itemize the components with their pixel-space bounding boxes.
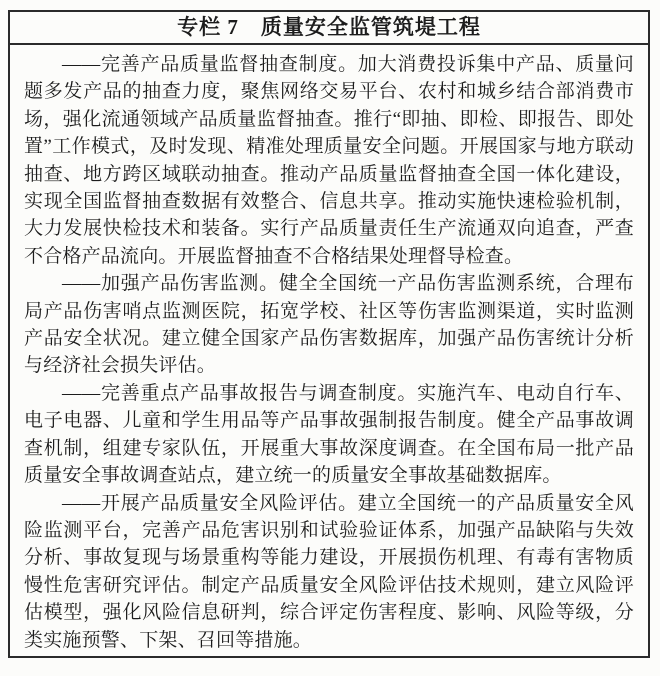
paragraph-sampling-inspection: ——完善产品质量监督抽查制度。加大消费投诉集中产品、质量问题多发产品的抽查力度，聚焦网络交易平台、农村和城乡结合部消费市场，强化流通领域产品质量监督抽查。推行“即抽、即检、即报告、即处置”工作模式，及时发现、精准处理质量安全问题。开展国家与地方联动抽查、地方跨区域联动抽查。推动产品质量监督抽查全国一体化建设，实现全国监督抽查数据有效整合、信息共享。推动实施快速检验机制，大力发展快检技术和装备。实行产品质量责任生产流通双向追查，严查不合格产品流向。开展监督抽查不合格结果处理督导检查。 [24,54,634,267]
paragraph-accident-reporting: ——完善重点产品事故报告与调查制度。实施汽车、电动自行车、电子电器、儿童和学生用品等产品事故强制报告制度。健全产品事故调查机制，组建专家队伍，开展重大事故深度调查。在全国布局一批产品质量安全事故调查站点，建立统一的质量安全事故基础数据库。 [24,382,634,487]
column-box-title: 专栏 7 质量安全监管筑堤工程 [10,12,648,45]
paragraph-injury-monitoring: ——加强产品伤害监测。健全全国统一产品伤害监测系统，合理布局产品伤害哨点监测医院，拓宽学校、社区等伤害监测渠道，实时监测产品安全状况。建立健全国家产品伤害数据库，加强产品伤害统计分析与经济社会损失评估。 [24,273,634,377]
column-box [8,10,650,658]
paragraph-risk-assessment: ——开展产品质量安全风险评估。建立全国统一的产品质量安全风险监测平台，完善产品危害识别和试验验证体系，加强产品缺陷与失效分析、事故复现与场景重构等能力建设，开展损伤机理、有毒有害物质慢性危害研究评估。制定产品质量安全风险评估技术规则，建立风险评估模型，强化风险信息研判，综合评定伤害程度、影响、风险等级，分类实施预警、下架、召回等措施。 [24,492,634,651]
column-box-body [10,45,648,654]
